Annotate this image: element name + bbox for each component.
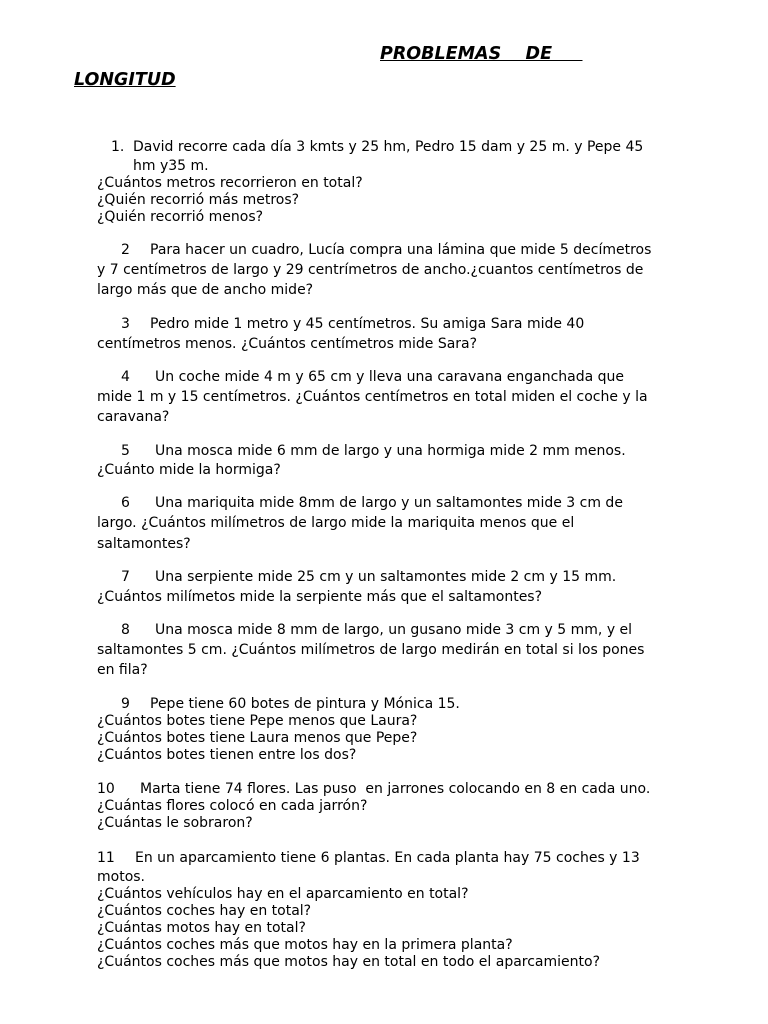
problem-2-number: 2	[121, 242, 130, 258]
problem-6-line-3: saltamontes?	[97, 536, 191, 552]
problem-7-line-2: ¿Cuántos milímetos mide la serpiente más que el saltamontes?	[97, 589, 543, 605]
problem-7-number: 7	[121, 569, 130, 585]
problem-9-number: 9	[121, 696, 130, 712]
problem-9-line-3: ¿Cuántos botes tiene Laura menos que Pepe?	[97, 730, 418, 746]
problem-11-line-2: motos.	[97, 869, 146, 885]
problem-8-line-2: saltamontes 5 cm. ¿Cuántos milímetros de largo medirán en total si los pones	[97, 642, 645, 658]
problem-2-line-1: Para hacer un cuadro, Lucía compra una lámina que mide 5 decímetros	[150, 242, 652, 258]
problem-8-line-1: Una mosca mide 8 mm de largo, un gusano mide 3 cm y 5 mm, y el	[155, 622, 633, 638]
problem-11-line-5: ¿Cuántas motos hay en total?	[97, 920, 306, 936]
problem-6-line-1: Una mariquita mide 8mm de largo y un saltamontes mide 3 cm de	[155, 495, 623, 511]
problem-3-line-2: centímetros menos. ¿Cuántos centímetros mide Sara?	[97, 336, 478, 352]
problem-1-line-1: David recorre cada día 3 kmts y 25 hm, Pedro 15 dam y 25 m. y Pepe 45	[133, 139, 644, 155]
problem-1-question-2: ¿Quién recorrió más metros?	[97, 192, 300, 208]
problem-4-line-1: Un coche mide 4 m y 65 cm y lleva una caravana enganchada que	[155, 369, 625, 385]
problem-5-line-1: Una mosca mide 6 mm de largo y una hormiga mide 2 mm menos.	[155, 443, 626, 459]
problem-10-line-2: ¿Cuántas flores colocó en cada jarrón?	[97, 798, 368, 814]
problem-11-line-1: En un aparcamiento tiene 6 plantas. En cada planta hay 75 coches y 13	[135, 850, 640, 866]
problem-4-line-2: mide 1 m y 15 centímetros. ¿Cuántos centímetros en total miden el coche y la	[97, 389, 648, 405]
problem-8-line-3: en fila?	[97, 662, 148, 678]
document-title: PROBLEMAS DE	[380, 44, 583, 64]
problem-2-line-3: largo más que de ancho mide?	[97, 282, 314, 298]
problem-6-line-2: largo. ¿Cuántos milímetros de largo mide la mariquita menos que el	[97, 515, 575, 531]
problem-11-number: 11	[97, 850, 115, 866]
document-title-continued: LONGITUD	[74, 70, 176, 90]
problem-3-number: 3	[121, 316, 130, 332]
problem-1-question-3: ¿Quién recorrió menos?	[97, 209, 264, 225]
problem-11-line-6: ¿Cuántos coches más que motos hay en la primera planta?	[97, 937, 513, 953]
problem-11-line-7: ¿Cuántos coches más que motos hay en total en todo el aparcamiento?	[97, 954, 601, 970]
problem-3-line-1: Pedro mide 1 metro y 45 centímetros. Su amiga Sara mide 40	[150, 316, 585, 332]
problem-7-line-1: Una serpiente mide 25 cm y un saltamontes mide 2 cm y 15 mm.	[155, 569, 617, 585]
problem-8-number: 8	[121, 622, 130, 638]
problem-11-line-4: ¿Cuántos coches hay en total?	[97, 903, 312, 919]
problem-9-line-1: Pepe tiene 60 botes de pintura y Mónica 15.	[150, 696, 460, 712]
problem-9-line-2: ¿Cuántos botes tiene Pepe menos que Laura?	[97, 713, 418, 729]
problem-4-line-3: caravana?	[97, 409, 170, 425]
problem-5-line-2: ¿Cuánto mide la hormiga?	[97, 462, 281, 478]
problem-11-line-3: ¿Cuántos vehículos hay en el aparcamiento en total?	[97, 886, 469, 902]
problem-10-line-1: Marta tiene 74 flores. Las puso en jarrones colocando en 8 en cada uno.	[140, 781, 651, 797]
problem-10-line-3: ¿Cuántas le sobraron?	[97, 815, 253, 831]
problem-2-line-2: y 7 centímetros de largo y 29 centrímetros de ancho.¿cuantos centímetros de	[97, 262, 644, 278]
problem-5-number: 5	[121, 443, 130, 459]
problem-6-number: 6	[121, 495, 130, 511]
problem-10-number: 10	[97, 781, 115, 797]
problem-1-line-2: hm y35 m.	[133, 158, 209, 174]
problem-1-question-1: ¿Cuántos metros recorrieron en total?	[97, 175, 363, 191]
problem-1-number: 1.	[111, 139, 125, 155]
problem-9-line-4: ¿Cuántos botes tienen entre los dos?	[97, 747, 357, 763]
problem-4-number: 4	[121, 369, 130, 385]
